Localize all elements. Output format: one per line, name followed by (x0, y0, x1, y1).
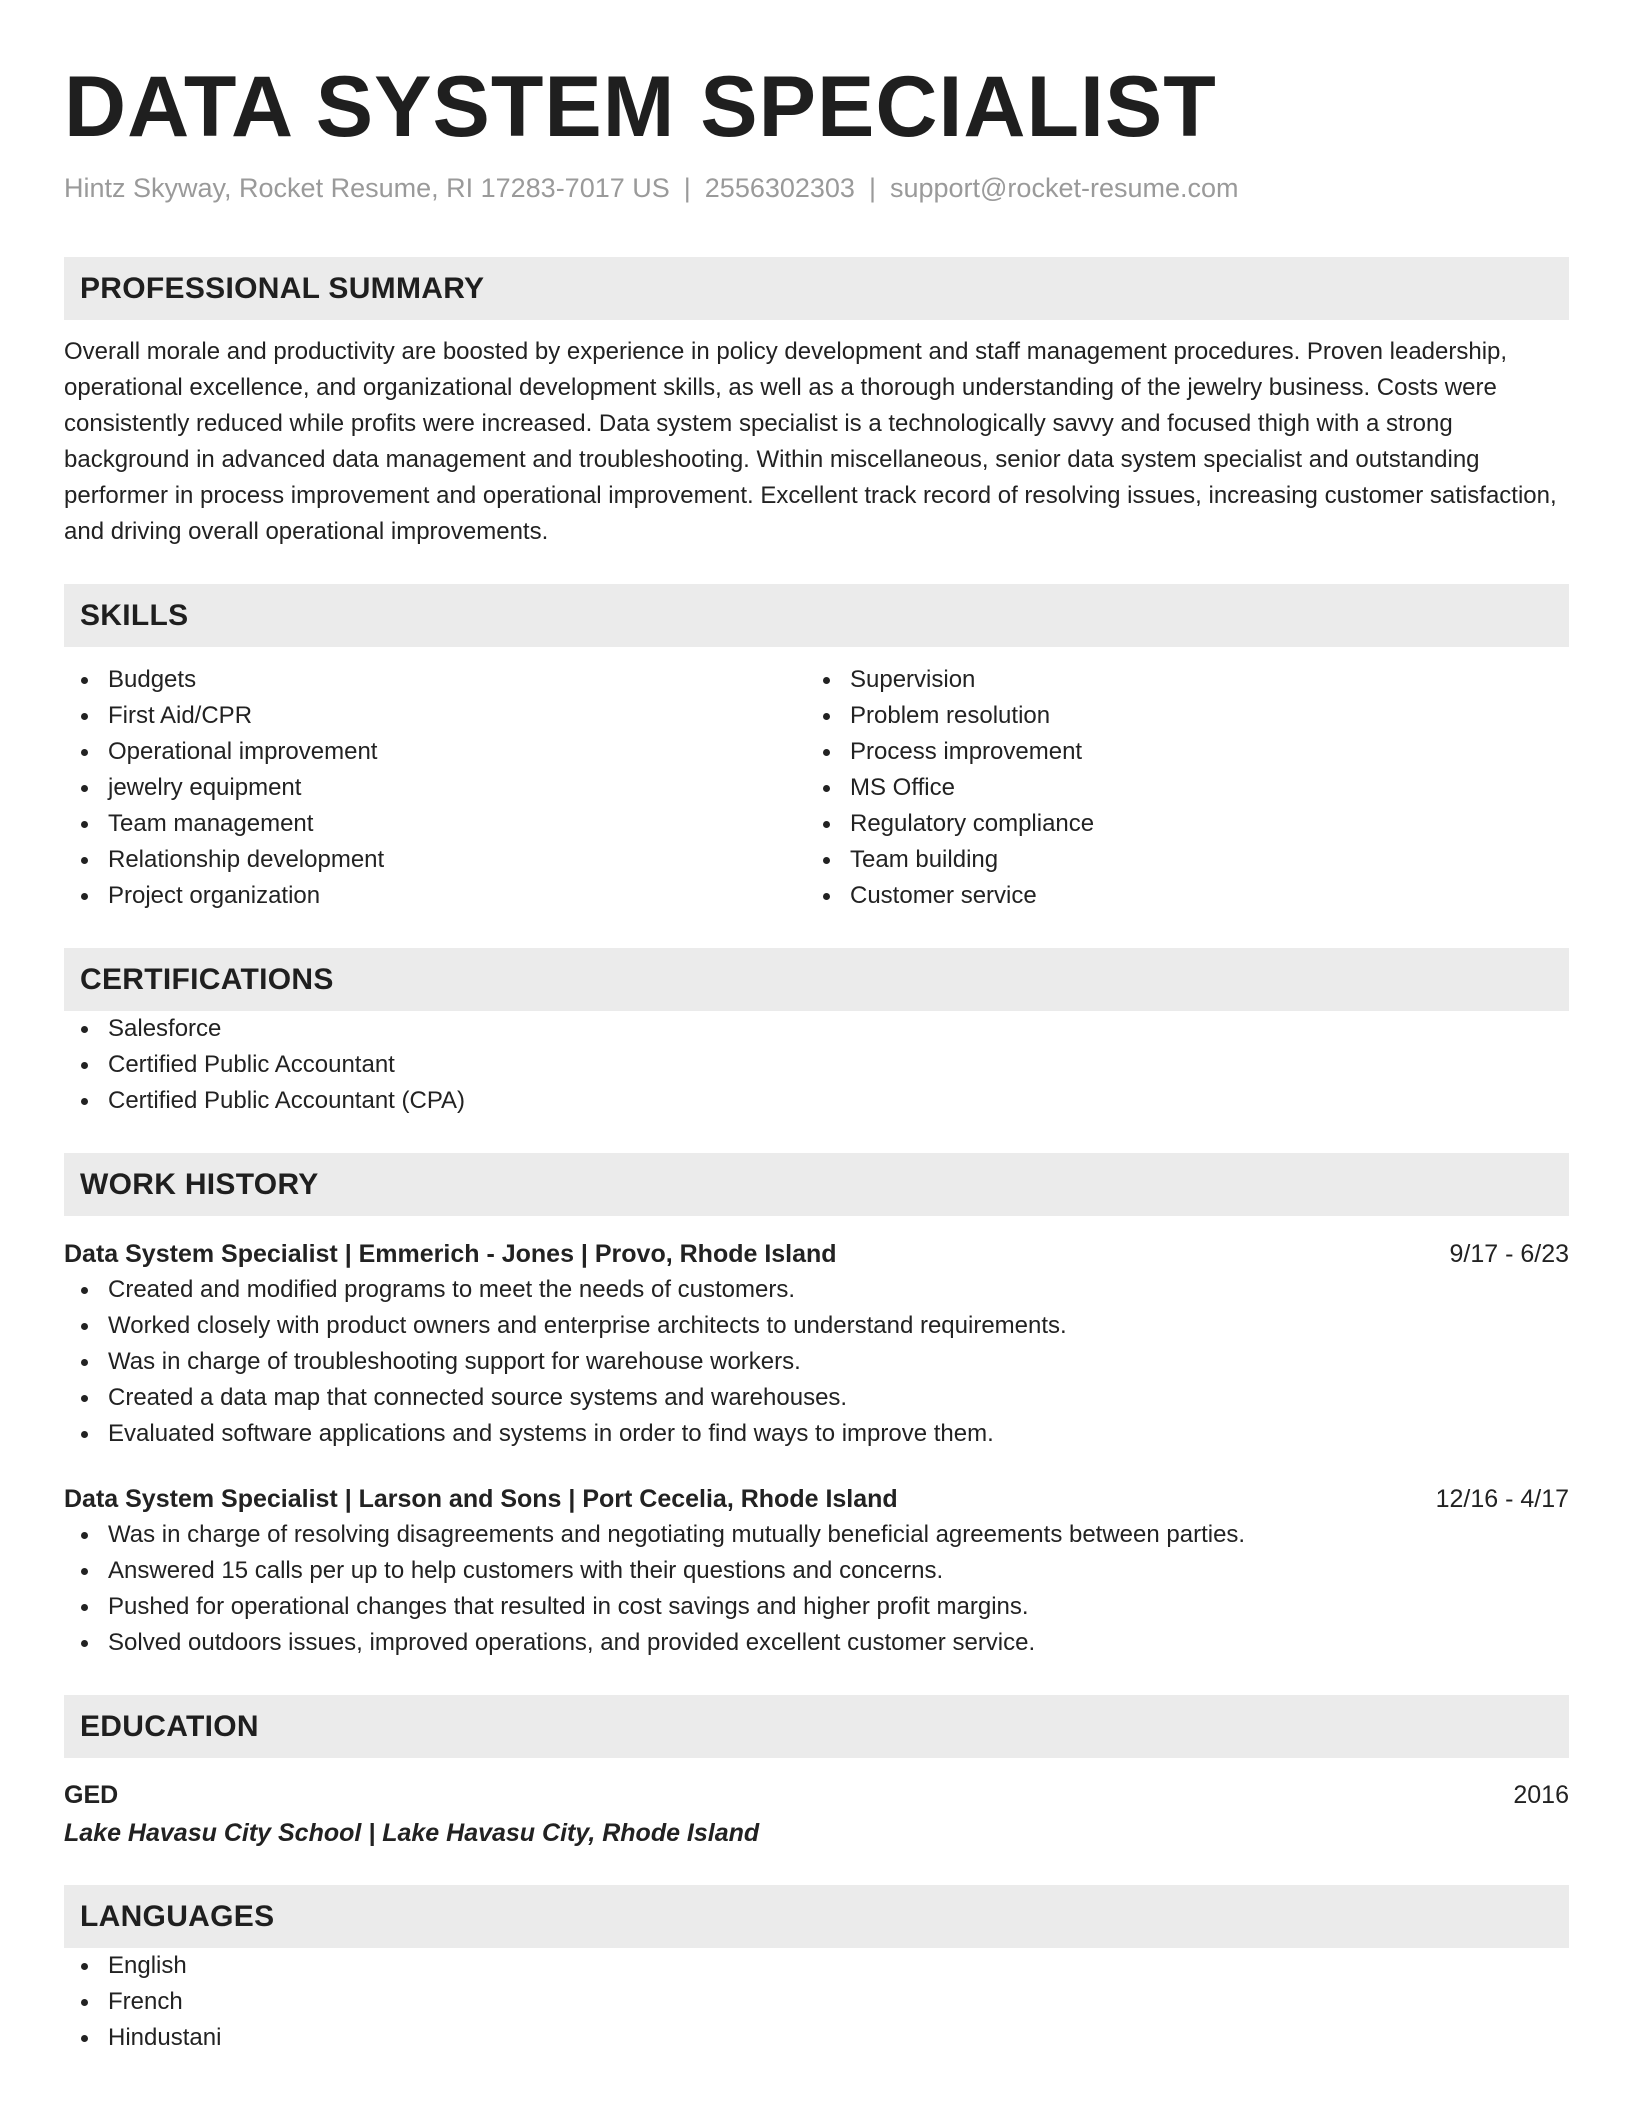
skills-column-right (806, 662, 1094, 914)
language-item: English (64, 1948, 1569, 1984)
job-bullet: Answered 15 calls per up to help customers with their questions and concerns. (64, 1553, 1569, 1589)
summary-text: Overall morale and productivity are boosted by experience in policy development and staff management procedures. Proven leadership, operational excellence, and organizational development skills, as well as a thorough understanding of the jewelry business. Costs were consistently reduced while profits were increased. Data system specialist is a technologically savvy and focused thigh with a strong background in advanced data management and troubleshooting. Within miscellaneous, senior data system specialist and outstanding performer in process improvement and operational improvement. Excellent track record of resolving issues, increasing customer satisfaction, and driving overall operational improvements. (64, 338, 1557, 546)
skill-item: Project organization (64, 878, 806, 914)
section-heading-work-history: WORK HISTORY (64, 1153, 1569, 1216)
contact-separator: | (868, 173, 876, 204)
skill-item: Team building (806, 842, 1094, 878)
section-heading-summary: PROFESSIONAL SUMMARY (64, 257, 1569, 320)
contact-separator: | (683, 173, 691, 204)
job-dates: 9/17 - 6/23 (1449, 1240, 1569, 1269)
section-heading-certifications: CERTIFICATIONS (64, 948, 1569, 1011)
skill-item: Operational improvement (64, 734, 806, 770)
job-header (64, 1236, 1569, 1272)
job-bullet: Created a data map that connected source systems and warehouses. (64, 1380, 1569, 1416)
section-heading-education: EDUCATION (64, 1695, 1569, 1758)
job-bullets (64, 1272, 1569, 1452)
education-degree: GED (64, 1781, 119, 1810)
skill-item: Process improvement (806, 734, 1094, 770)
section-heading-languages: LANGUAGES (64, 1885, 1569, 1948)
skill-item: Supervision (806, 662, 1094, 698)
job-entry (64, 1236, 1569, 1452)
contact-address: Hintz Skyway, Rocket Resume, RI 17283-7017 US (64, 173, 670, 204)
language-item: Hindustani (64, 2020, 1569, 2056)
job-dates: 12/16 - 4/17 (1435, 1485, 1569, 1514)
certification-item: Salesforce (64, 1011, 1569, 1047)
job-bullet: Was in charge of troubleshooting support for warehouse workers. (64, 1344, 1569, 1380)
language-item: French (64, 1984, 1569, 2020)
skill-item: Relationship development (64, 842, 806, 878)
education-year: 2016 (1513, 1781, 1569, 1810)
certification-item: Certified Public Accountant (64, 1047, 1569, 1083)
resume-title: DATA SYSTEM SPECIALIST (64, 59, 1217, 155)
job-bullets (64, 1517, 1569, 1661)
education-header (64, 1777, 1569, 1813)
job-bullet: Evaluated software applications and systems in order to find ways to improve them. (64, 1416, 1569, 1452)
contact-phone: 2556302303 (704, 173, 855, 204)
job-title: Data System Specialist | Larson and Sons | Port Cecelia, Rhode Island (64, 1485, 898, 1514)
skill-item: jewelry equipment (64, 770, 806, 806)
skill-item: Regulatory compliance (806, 806, 1094, 842)
skill-item: Customer service (806, 878, 1094, 914)
job-header (64, 1481, 1569, 1517)
job-title: Data System Specialist | Emmerich - Jones | Provo, Rhode Island (64, 1240, 837, 1269)
skill-item: Budgets (64, 662, 806, 698)
job-bullet: Pushed for operational changes that resulted in cost savings and higher profit margins. (64, 1589, 1569, 1625)
skill-item: Problem resolution (806, 698, 1094, 734)
job-bullet: Worked closely with product owners and enterprise architects to understand requirements. (64, 1308, 1569, 1344)
skills-list (64, 662, 1569, 914)
skill-item: Team management (64, 806, 806, 842)
education-school: Lake Havasu City School | Lake Havasu City, Rhode Island (64, 1819, 760, 1848)
skill-item: MS Office (806, 770, 1094, 806)
certifications-list (64, 1011, 1569, 1119)
skill-item: First Aid/CPR (64, 698, 806, 734)
job-bullet: Was in charge of resolving disagreements and negotiating mutually beneficial agreements between parties. (64, 1517, 1569, 1553)
contact-line (64, 171, 1569, 206)
skills-column-left (64, 662, 806, 914)
languages-list (64, 1948, 1569, 2056)
section-heading-skills: SKILLS (64, 584, 1569, 647)
job-bullet: Created and modified programs to meet the needs of customers. (64, 1272, 1569, 1308)
contact-email: support@rocket-resume.com (889, 173, 1239, 204)
certification-item: Certified Public Accountant (CPA) (64, 1083, 1569, 1119)
job-bullet: Solved outdoors issues, improved operations, and provided excellent customer service. (64, 1625, 1569, 1661)
job-entry (64, 1481, 1569, 1661)
